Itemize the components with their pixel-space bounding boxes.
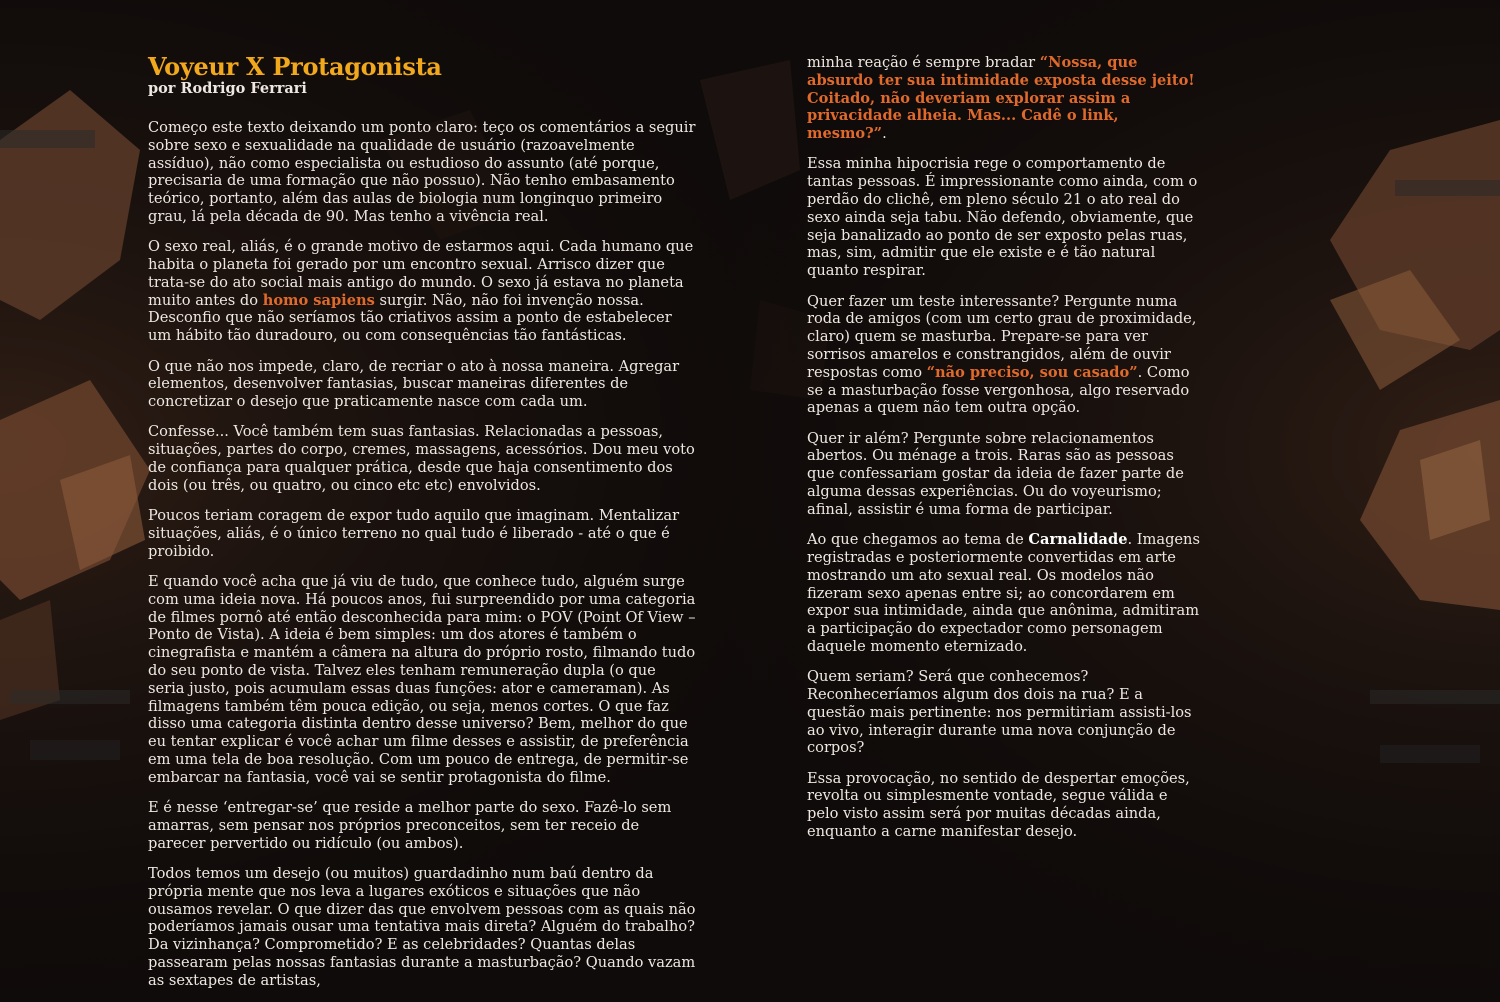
article-byline: por Rodrigo Ferrari [148, 80, 307, 97]
paragraph: Quer ir além? Pergunte sobre relacionamentos abertos. Ou ménage a trois. Raras são as pessoas que confessariam gostar da ideia de fazer parte de alguma dessas experiências. Ou do voyeurismo; afinal, assistir é uma forma de participar. [807, 429, 1184, 518]
paragraph-text: Ao que chegamos ao tema de [807, 531, 1029, 549]
paragraph-text: Quer fazer um teste interessante? Pergunte numa roda de amigos (com um certo grau de proximidade, claro) quem se masturba. Prepare-se para ver sorrisos amarelos e constrangidos, além de ouvir respostas como [807, 292, 1197, 381]
paragraph: E é nesse ‘entregar-se’ que reside a melhor parte do sexo. Fazê-lo sem amarras, sem pensar nos próprios preconceitos, sem ter receio de parecer pervertido ou ridículo (ou ambos). [148, 799, 672, 852]
paragraph: E quando você acha que já viu de tudo, que conhece tudo, alguém surge com uma ideia nova. Há poucos anos, fui surpreendido por uma categoria de filmes pornô até então desconhecida para mim: o POV (Point Of View – Ponto de Vista). A ideia é bem simples: um dos atores é também o cinegrafista e mantém a câmera na altura do próprio rosto, filmando tudo do seu ponto de vista. Talvez eles tenham remuneração dupla (o que seria justo, pois acumulam essas duas funções: ator e cameraman). As filmagens também têm pouca edição, ou seja, menos cortes. O que faz disso uma categoria distinta dentro desse universo? Bem, melhor do que eu tentar explicar é você achar um filme desses e assistir, de preferência em uma tela de boa resolução. Com um pouco de entrega, de permitir-se embarcar na fantasia, você vai se sentir protagonista do filme. [148, 573, 696, 786]
paragraph [807, 54, 1203, 143]
paragraph-text: surgir. Não, não foi invenção nossa. Desconfio que não seríamos tão criativos assim a ponto de estabelecer um hábito tão duradouro, ou com consequências tão fantásticas. [148, 291, 672, 345]
paragraph [807, 531, 1203, 656]
paragraph: O que não nos impede, claro, de recriar o ato à nossa maneira. Agregar elementos, desenvolver fantasias, buscar maneiras diferentes de concretizar o desejo que praticamente nasce com cada um. [148, 357, 680, 411]
paragraph-text: O sexo real, aliás, é o grande motivo de estarmos aqui. Cada humano que habita o planeta foi gerado por um encontro sexual. Arrisco dizer que trata-se do ato social mais antigo do mundo. O sexo já estava no planeta muito antes do [148, 238, 694, 309]
paragraph-text: minha reação é sempre bradar [807, 54, 1040, 71]
paragraph [148, 238, 696, 345]
paragraph: Todos temos um desejo (ou muitos) guardadinho num baú dentro da própria mente que nos leva a lugares exóticos e situações que não ousamos revelar. O que dizer das que envolvem pessoas com as quais não poderíamos jamais ousar uma tentativa mais direta? Alguém do trabalho? Da vizinhança? Comprometido? E as celebridades? Quantas delas passearam pelas nossas fantasias durante a masturbação? Quando vazam as sextapes de artistas, [148, 864, 696, 989]
paragraph: Confesse... Você também tem suas fantasias. Relacionadas a pessoas, situações, partes do corpo, cremes, massagens, acessórios. Dou meu voto de confiança para qualquer prática, desde que haja consentimento dos dois (ou três, ou quatro, ou cinco etc etc) envolvidos. [148, 423, 695, 494]
highlighted-quote: “não preciso, sou casado” [926, 363, 1138, 381]
paragraph: Começo este texto deixando um ponto claro: teço os comentários a seguir sobre sexo e sexualidade na qualidade de usuário (razoavelmente assíduo), não como especialista ou estudioso do assunto (até porque, precisaria de uma formação que não possuo). Não tenho embasamento teórico, portanto, além das aulas de biologia num longinquo primeiro grau, lá pela década de 90. Mas tenho a vivência real. [148, 119, 696, 225]
paragraph: Quem seriam? Será que conhecemos? Reconheceríamos algum dos dois na rua? E a questão mais pertinente: nos permitiriam assisti-los ao vivo, interagir durante uma nova conjunção de corpos? [807, 668, 1192, 757]
paragraph-text: . Imagens registradas e posteriormente convertidas em arte mostrando um ato sexual real. Os modelos não fizeram sexo apenas entre si; ao concordarem em expor sua intimidade, ainda que anônima, admitiram a participação do expectador como personagem daquele momento eternizado. [807, 531, 1200, 655]
paragraph-text: . [882, 125, 887, 143]
article-title: Voyeur X Protagonista [148, 52, 442, 81]
right-column [807, 54, 1203, 853]
bold-term: Carnalidade [1028, 531, 1128, 549]
paragraph-text: . Como se a masturbação fosse vergonhosa, algo reservado apenas a quem não tem outra opção. [807, 363, 1190, 417]
paragraph: Essa provocação, no sentido de despertar emoções, revolta ou simplesmente vontade, segue válida e pelo visto assim será por muitas décadas ainda, enquanto a carne manifestar desejo. [807, 769, 1190, 841]
left-column [148, 54, 696, 1002]
highlighted-quote: “Nossa, que absurdo ter sua intimidade exposta desse jeito! Coitado, não deveriam explorar assim a privacidade alheia. Mas... Cadê o link, mesmo?” [807, 54, 1195, 143]
paragraph [807, 293, 1203, 418]
paragraph: Poucos teriam coragem de expor tudo aquilo que imaginam. Mentalizar situações, aliás, é o único terreno no qual tudo é liberado - até o que é proibido. [148, 507, 680, 560]
paragraph: Essa minha hipocrisia rege o comportamento de tantas pessoas. É impressionante como ainda, com o perdão do clichê, em pleno século 21 o ato real do sexo ainda seja tabu. Não defendo, obviamente, que seja banalizado ao ponto de ser exposto pelas ruas, mas, sim, admitir que ele existe e é tão natural quanto respirar. [807, 155, 1198, 280]
highlighted-term: homo sapiens [262, 291, 375, 309]
